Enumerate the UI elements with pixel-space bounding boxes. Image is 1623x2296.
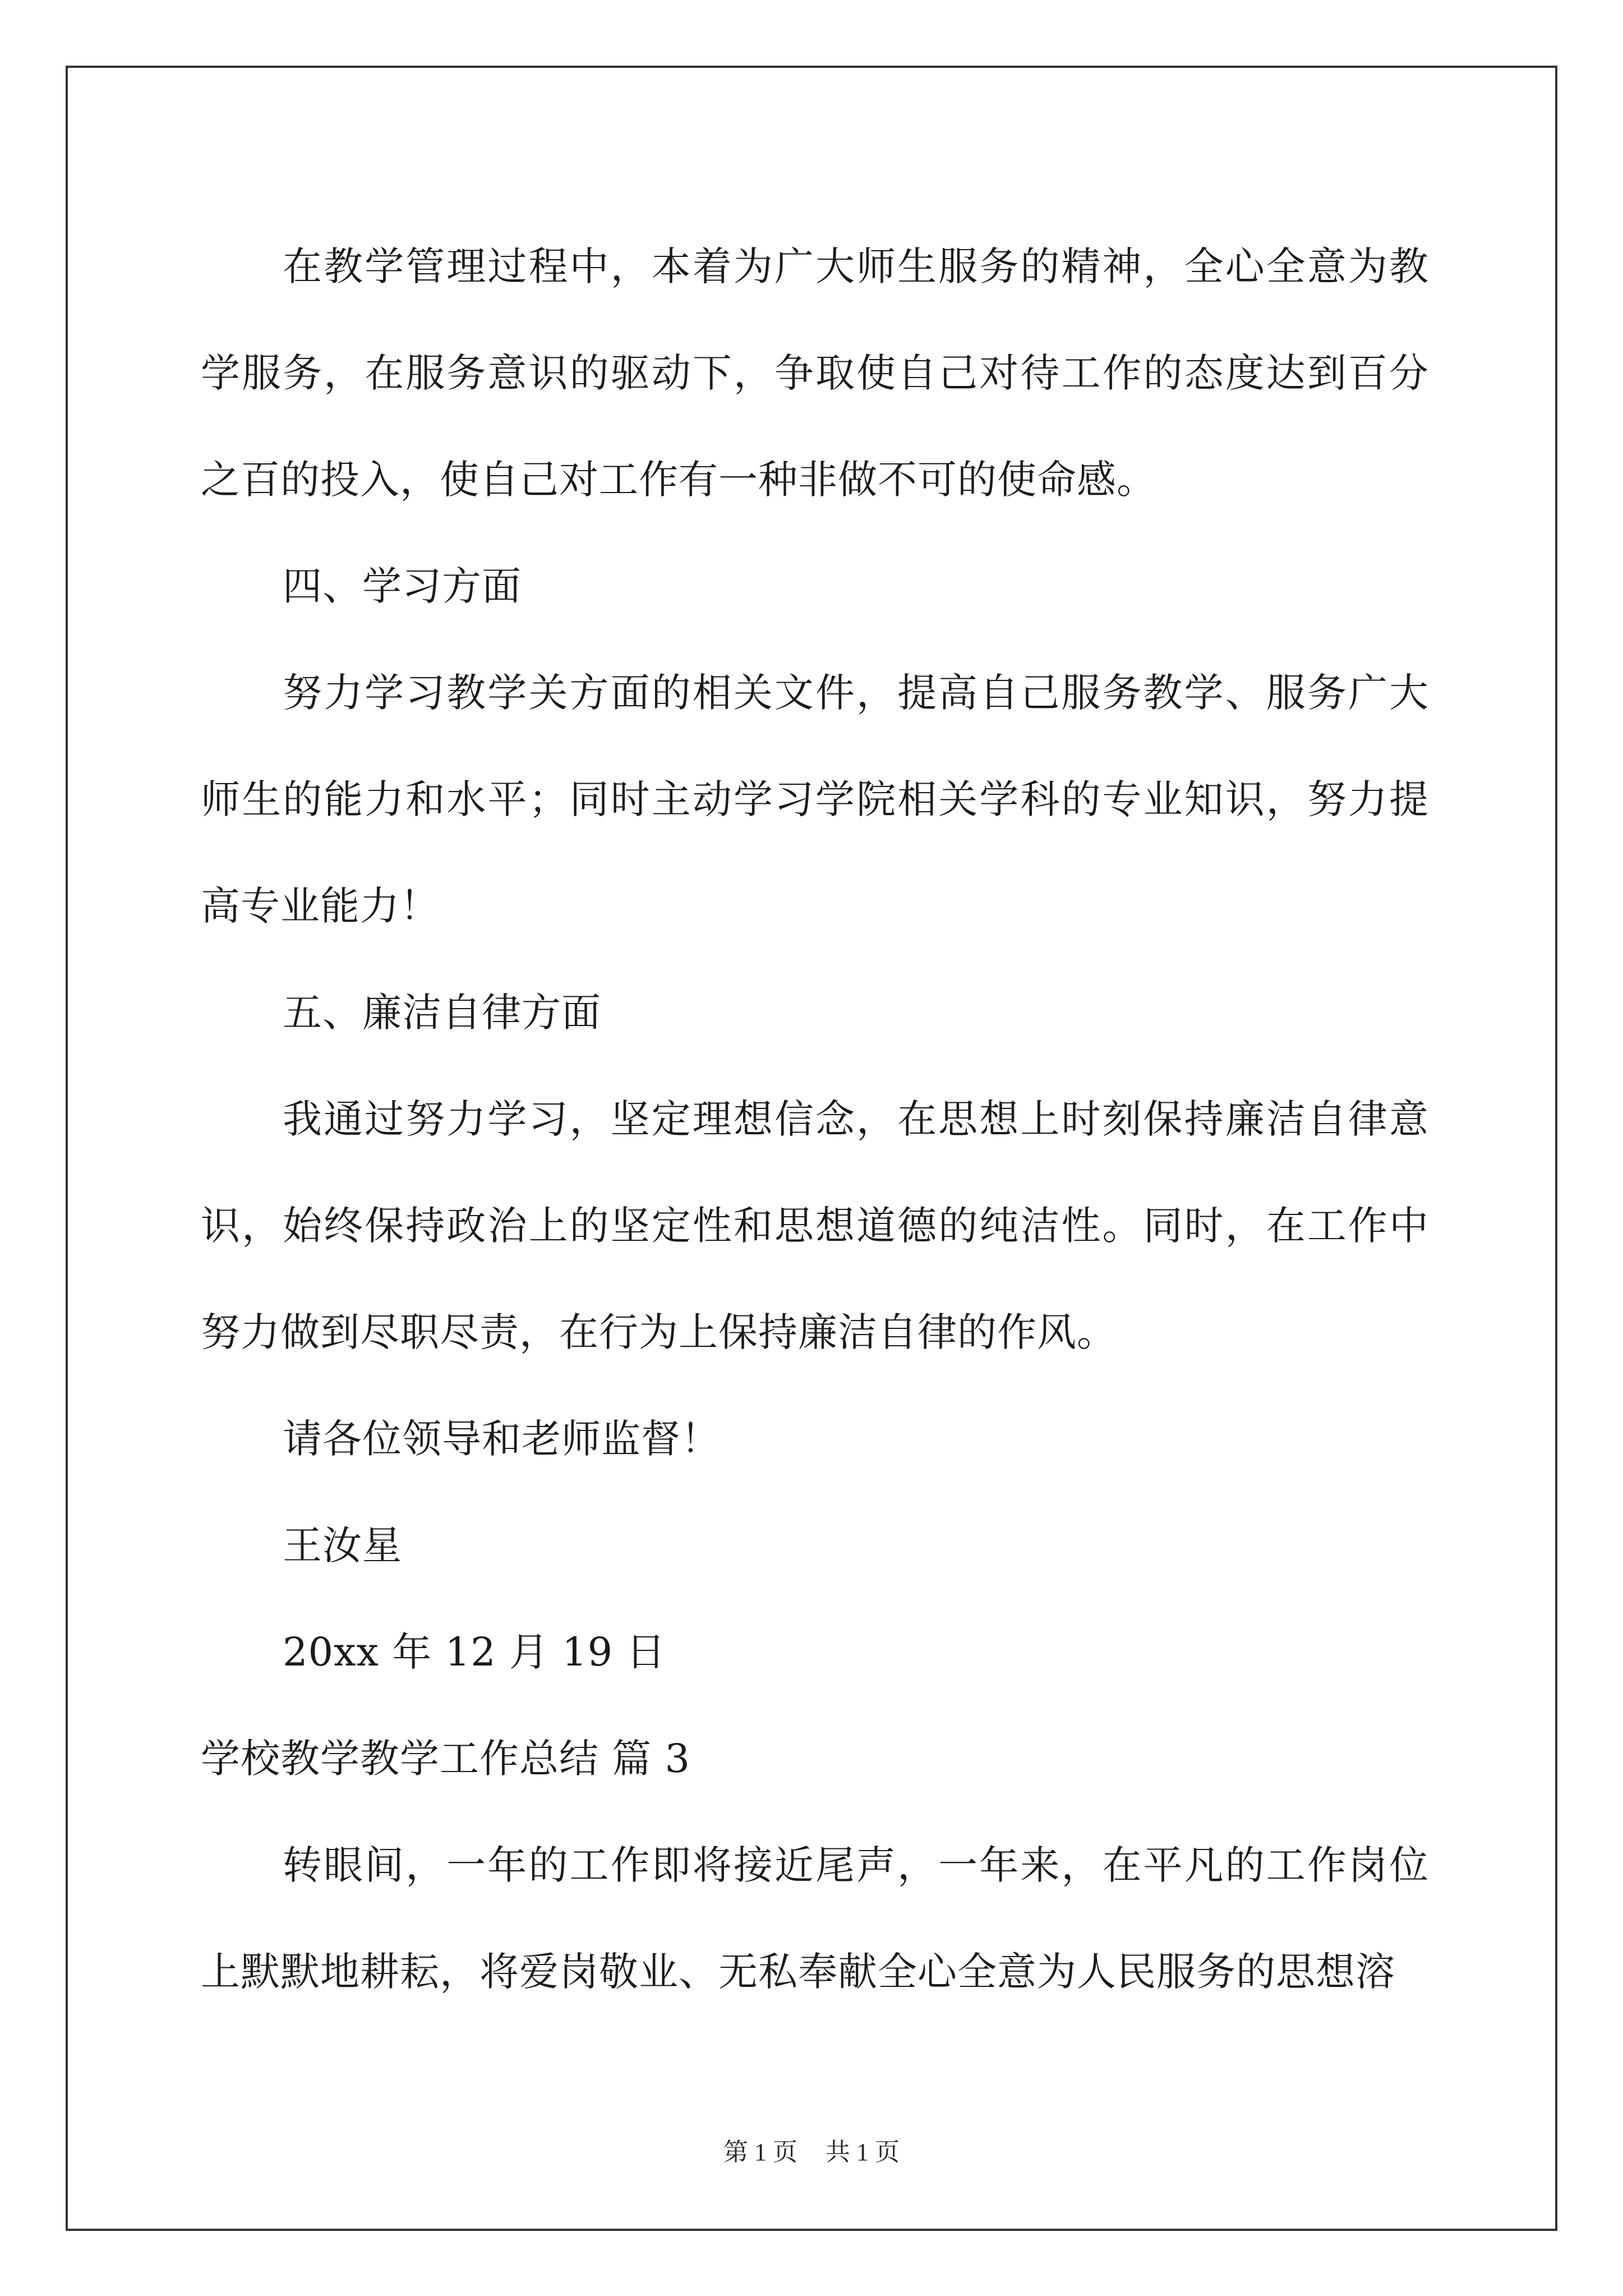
paragraph-service-spirit: 在教学管理过程中，本着为广大师生服务的精神，全心全意为教学服务，在服务意识的驱动下，争取使自己对待工作的态度达到百分之百的投入，使自己对工作有一种非做不可的使命感。 [201, 243, 1429, 503]
signature-date: 20xx 年 12 月 19 日 [283, 1629, 666, 1675]
paragraph-study: 努力学习教学关方面的相关文件，提高自己服务教学、服务广大师生的能力和水平；同时主动学习学院相关学科的专业知识，努力提高专业能力！ [201, 670, 1429, 929]
signature-name: 王汝星 [283, 1522, 402, 1568]
page-number: 第 1 页 [723, 2138, 797, 2166]
document-body [201, 213, 1429, 2025]
paragraph-year-review: 转眼间，一年的工作即将接近尾声，一年来，在平凡的工作岗位上默默地耕耘，将爱岗敬业、无私奉献全心全意为人民服务的思想溶 [201, 1842, 1429, 1995]
section-title: 学校教学教学工作总结 篇 3 [201, 1736, 691, 1782]
heading-study: 四、学习方面 [283, 563, 522, 609]
heading-integrity: 五、廉洁自律方面 [283, 990, 601, 1036]
page-total: 共 1 页 [826, 2138, 900, 2166]
paragraph-supervision: 请各位领导和老师监督！ [283, 1416, 721, 1462]
paragraph-integrity: 我通过努力学习，坚定理想信念，在思想上时刻保持廉洁自律意识，始终保持政治上的坚定性和思想道德的纯洁性。同时，在工作中努力做到尽职尽责，在行为上保持廉洁自律的作风。 [201, 1096, 1429, 1355]
page-footer [0, 2132, 1623, 2168]
